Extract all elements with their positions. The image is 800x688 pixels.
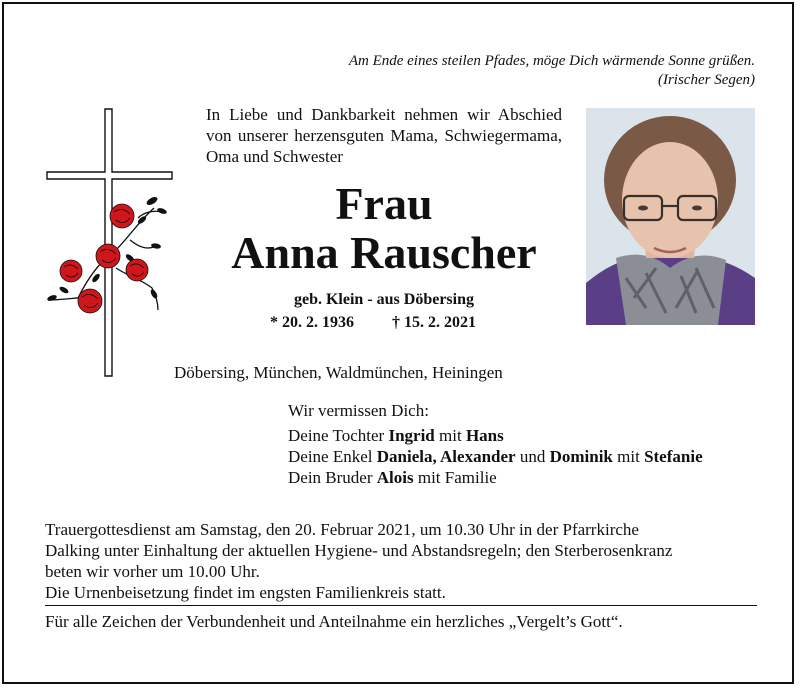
motto-line: Am Ende eines steilen Pfades, möge Dich wärmende Sonne grüßen. (348, 53, 755, 69)
portrait-photo (586, 108, 755, 325)
service-line: Trauergottesdienst am Samstag, den 20. Februar 2021, um 10.30 Uhr in der Pfarrkirche (45, 520, 639, 539)
burial-line: Die Urnenbeisetzung findet im engsten Familienkreis statt. (45, 583, 446, 602)
birth-date: * 20. 2. 1936 (270, 314, 354, 331)
places-line: Döbersing, München, Waldmünchen, Heiningen (174, 363, 503, 382)
mourner-daughter: Deine Tochter Ingrid mit Hans (288, 426, 504, 445)
life-dates (270, 313, 476, 333)
motto-source: (Irischer Segen) (657, 72, 755, 88)
intro-text: In Liebe und Dankbarkeit nehmen wir Abschied von unserer herzensguten Mama, Schwiegermama, Oma und Schwester (206, 105, 562, 166)
salutation: Frau (335, 178, 433, 229)
motto (349, 52, 755, 90)
mourner-grandchildren: Deine Enkel Daniela, Alexander und Dominik mit Stefanie (288, 447, 703, 466)
rose-icon (110, 204, 134, 228)
death-date: † 15. 2. 2021 (392, 314, 476, 331)
service-info (45, 519, 757, 603)
service-line: beten wir vorher um 10.00 Uhr. (45, 562, 260, 581)
rose-icon (96, 244, 120, 268)
mourner-brother: Dein Bruder Alois mit Familie (288, 468, 497, 487)
divider (45, 605, 757, 606)
birth-origin: geb. Klein - aus Döbersing (293, 291, 474, 308)
rose-icon (78, 289, 102, 313)
thanks-line: Für alle Zeichen der Verbundenheit und Anteilnahme ein herzliches „Vergelt’s Gott“. (45, 612, 623, 631)
mourners-heading: Wir vermissen Dich: (288, 401, 429, 420)
mourners-list (288, 400, 703, 488)
cross-with-roses-icon (44, 108, 176, 380)
deceased-name: Anna Rauscher (231, 227, 537, 278)
rose-icon (126, 259, 148, 281)
service-line: Dalking unter Einhaltung der aktuellen Hygiene- und Abstandsregeln; den Sterberosenkranz (45, 541, 673, 560)
rose-icon (60, 260, 82, 282)
